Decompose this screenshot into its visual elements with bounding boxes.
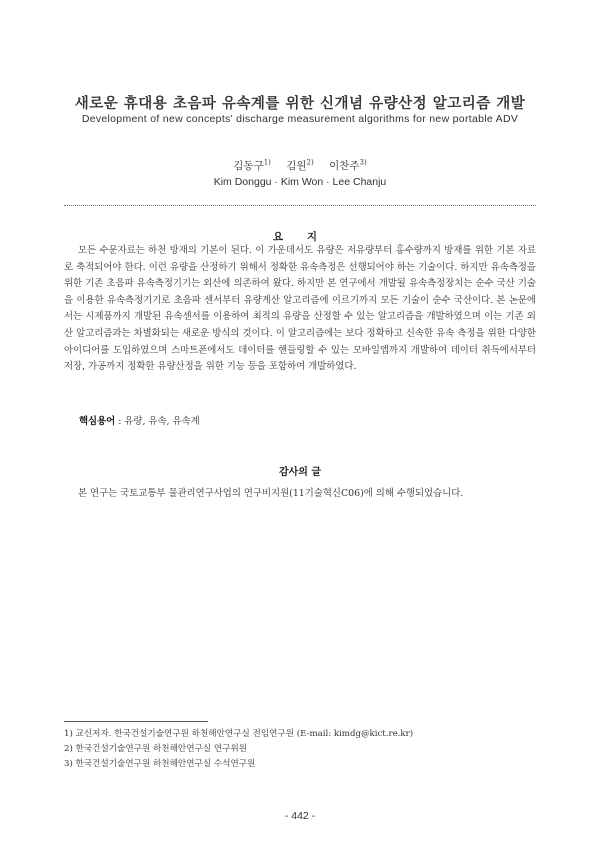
footnote-item: 1) 교신저자. 한국건설기술연구원 하천해안연구실 전임연구원 (E-mail: kimdg@kict.re.kr): [64, 729, 414, 739]
keywords-separator: :: [115, 416, 125, 427]
author-name: 이찬주: [329, 160, 360, 172]
acknowledgment-heading: 감사의 글: [278, 467, 322, 478]
paper-title: 새로운 휴대용 초음파 유속계를 위한 신개념 유량산정 알고리즘 개발: [74, 95, 526, 112]
authors-english: Kim Donggu · Kim Won · Lee Chanju: [213, 176, 387, 188]
keywords: [79, 413, 200, 427]
acknowledgment-body: 본 연구는 국토교통부 물관리연구사업의 연구비지원(11기술혁신C06)에 의해 수행되었습니다.: [78, 488, 464, 499]
footnote-rule: [64, 721, 208, 722]
author-name: 김원: [286, 160, 307, 172]
authors-korean: [0, 158, 600, 173]
keywords-terms: 유량, 유속, 유속계: [124, 416, 200, 427]
author-name: 김동구: [233, 160, 264, 172]
page-number: - 442 -: [284, 810, 316, 822]
keywords-label: 핵심용어: [79, 416, 116, 427]
abstract-body: 모든 수문자료는 하천 방재의 기본이 된다. 이 가운데서도 유량은 저유량부터 홍수량까지 방재를 위한 기본 자료로 축적되어야 한다. 이런 유량을 산정하기 위해서 정확한 유속측정은 선행되어야 하는 기술이다. 하지만 유속측정을 위한 기존 초음파 유속측정기기는 외산에 의존하여 왔다. 하지만 본 연구에서 개발될 유속측정장치는 순수 국산 기술을 이용한 유속측정기기로 초음파 센서부터 유량계산 알고리즘에 이르기까지 모든 기술이 순수 국산이다. 본 논문에서는 시제품까지 개발된 유속센서를 이용하여 최적의 유량을 산정할 수 있는 알고리즘을 개발하였으며 이는 기존 외산 알고리즘과는 차별화되는 새로운 방식의 것이다. 이 알고리즘에는 보다 정확하고 신속한 유속 측정을 위한 다양한 아이디어를 도입하였으며 스마트폰에서도 데이터를 핸들링할 수 있는 모바일앱까지 개발하여 데이터 취득에서부터 저장, 가공까지 정확한 유량산정을 위한 기능 등을 포함하여 개발하였다.: [64, 245, 536, 373]
footnotes: [64, 727, 536, 772]
author-mark: 1): [263, 158, 271, 167]
author-mark: 3): [359, 158, 367, 167]
section-divider: [64, 205, 536, 206]
paper-subtitle: Development of new concepts' discharge measurement algorithms for new portable ADV: [81, 113, 519, 125]
footnote-item: 2) 한국건설기술연구원 하천해안연구실 연구위원: [64, 744, 248, 754]
footnote-item: 3) 한국건설기술연구원 하천해안연구실 수석연구원: [64, 759, 256, 769]
author-mark: 2): [306, 158, 314, 167]
abstract-heading: 요 지: [273, 231, 327, 243]
